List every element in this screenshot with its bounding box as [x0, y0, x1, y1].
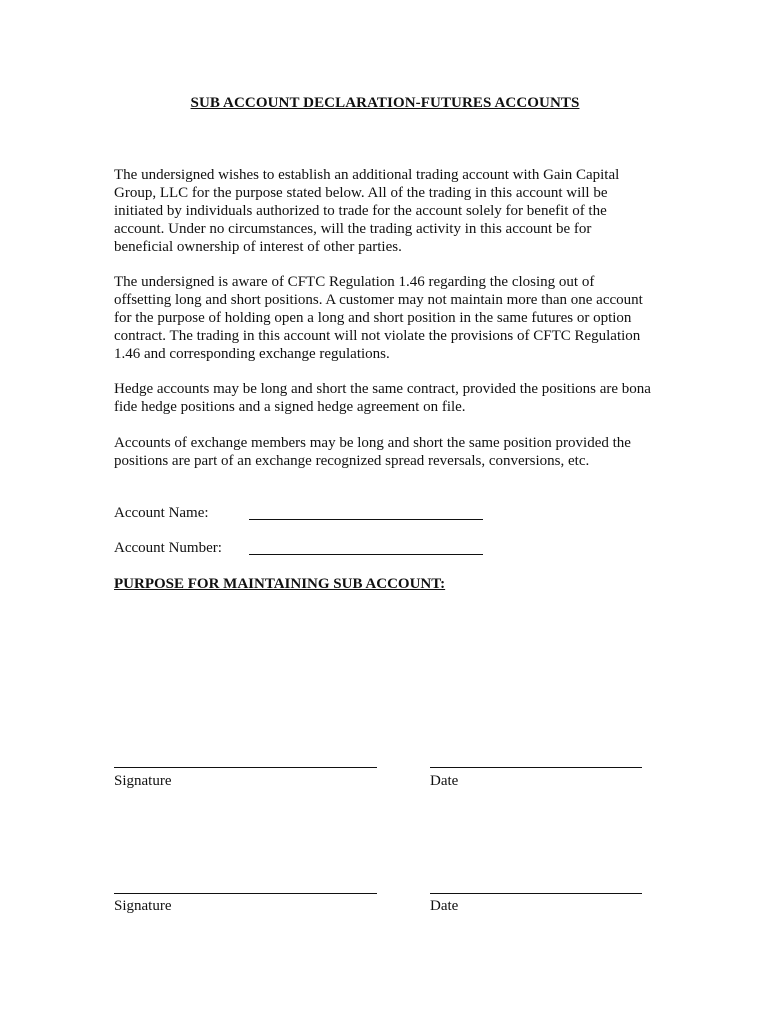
date-field-1[interactable] [430, 767, 642, 768]
account-number-field[interactable] [249, 554, 483, 555]
signature-field-2[interactable] [114, 893, 377, 894]
paragraph-line: offsetting long and short positions. A customer may not maintain more than one account [114, 292, 643, 308]
document-title: SUB ACCOUNT DECLARATION-FUTURES ACCOUNTS [190, 95, 580, 111]
paragraph-line: contract. The trading in this account will not violate the provisions of CFTC Regulation [114, 328, 641, 344]
paragraph-line: Accounts of exchange members may be long and short the same position provided the [114, 435, 631, 451]
date-label-1: Date [430, 773, 459, 789]
paragraph-line: for the purpose of holding open a long and short position in the same futures or option [114, 310, 632, 326]
signature-field-1[interactable] [114, 767, 377, 768]
date-label-2: Date [430, 898, 459, 914]
paragraph-line: initiated by individuals authorized to trade for the account solely for benefit of the [114, 203, 607, 219]
paragraph-line: The undersigned wishes to establish an additional trading account with Gain Capital [114, 167, 620, 183]
date-field-2[interactable] [430, 893, 642, 894]
signature-label-2: Signature [114, 898, 172, 914]
paragraph-exchange-members [114, 434, 666, 470]
paragraph-line: beneficial ownership of interest of other parties. [114, 239, 402, 255]
paragraph-intent [114, 166, 666, 256]
paragraph-line: account. Under no circumstances, will the trading activity in this account be for [114, 221, 592, 237]
paragraph-line: positions are part of an exchange recognized spread reversals, conversions, etc. [114, 453, 590, 469]
account-number-label: Account Number: [114, 540, 222, 556]
account-name-field[interactable] [249, 519, 483, 520]
signature-label-1: Signature [114, 773, 172, 789]
paragraph-cftc-regulation [114, 273, 666, 363]
paragraph-line: fide hedge positions and a signed hedge agreement on file. [114, 399, 466, 415]
paragraph-line: The undersigned is aware of CFTC Regulation 1.46 regarding the closing out of [114, 274, 595, 290]
account-name-label: Account Name: [114, 505, 209, 521]
paragraph-line: Hedge accounts may be long and short the same contract, provided the positions are bona [114, 381, 651, 397]
paragraph-hedge-accounts [114, 380, 666, 416]
paragraph-line: Group, LLC for the purpose stated below. All of the trading in this account will be [114, 185, 608, 201]
paragraph-line: 1.46 and corresponding exchange regulations. [114, 346, 390, 362]
purpose-heading: PURPOSE FOR MAINTAINING SUB ACCOUNT: [114, 576, 446, 592]
